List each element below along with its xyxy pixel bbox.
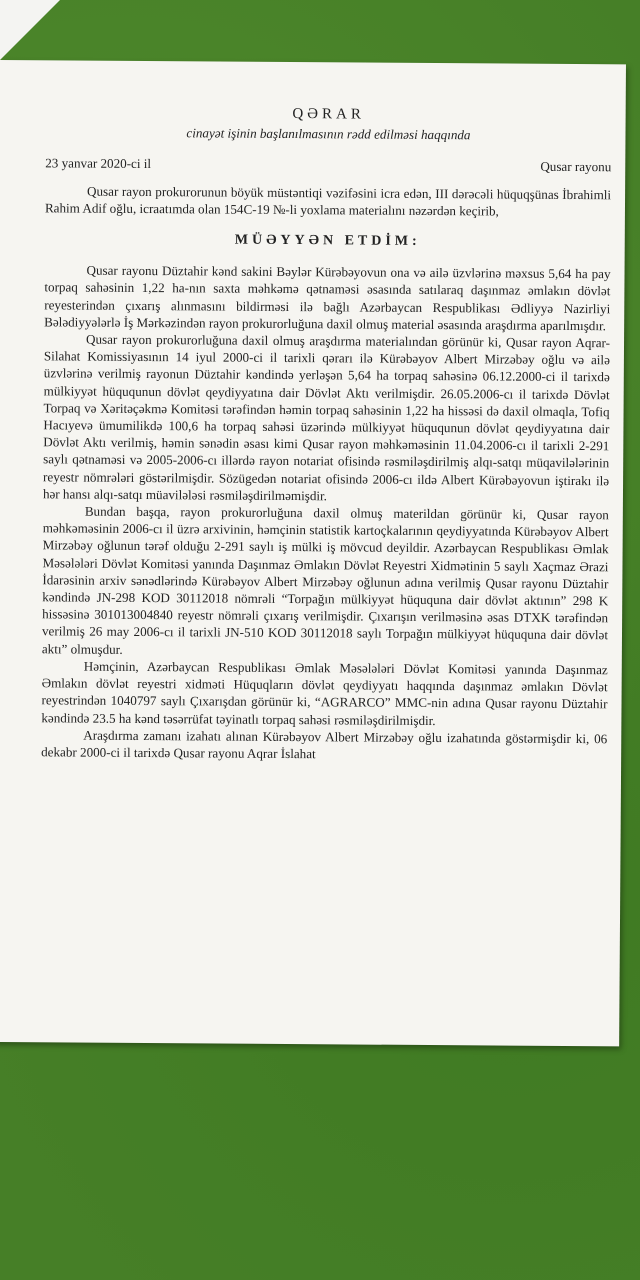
date-location-row — [45, 155, 611, 176]
paragraph-1: Qusar rayonu Düztahir kənd sakini Bəylər Kürəbəyovun ona və ailə üzvlərinə məxsus 5,64 ha pay torpaq sahəsinin 1,22 ha-nın saxta məhkəmə qətnaməsi əsasında satılaraq daşınmaz əmlakın dövlət reyesterindən çıxarış alınmasını bildirməsi ilə bağlı Azərbaycan Respublikası Ədliyyə Nazirliyi Bələdiyyələrlə İş Mərkəzindən rayon prokurorluğuna daxil olmuş material əsasında araşdırma aparılmışdır. — [44, 262, 611, 334]
background-paper-corner — [0, 0, 60, 60]
document-location: Qusar rayonu — [540, 159, 612, 175]
paragraph-5: Araşdırma zamanı izahatı alınan Kürəbəyov Albert Mirzəbəy oğlu izahatında göstərmişdir ki, 06 dekabr 2000-ci il tarixdə Qusar rayonu Aqrar İslahat — [41, 727, 608, 762]
intro-paragraph: Qusar rayon prokurorunun böyük müstəntiqi vəzifəsini icra edən, III dərəcəli hüquqşünas İbrahimli Rahim Adif oğlu, icraatımda olan 154C-19 №-li yoxlama materialını nəzərdən keçirib, — [44, 183, 612, 219]
section-heading: MÜƏYYƏN ETDİM: — [234, 232, 421, 249]
document-sheet — [0, 60, 626, 1046]
document-subtitle: cinayət işinin başlanılmasının rədd edilməsi haqqında — [186, 125, 471, 143]
paragraph-2: Qusar rayon prokurorluğuna daxil olmuş araşdırma materialından görünür ki, Qusar rayon Aqrar-Silahat Komissiyasının 14 iyul 2000-ci il tarixli qərarı ilə Kürəbəyov Albert Mirzəbəy oğlu və ailə üzvlərinə verilmiş rayonun Düztahir kəndində yerləşən 5,64 ha torpaq sahəsinə 06.12.2000-ci il tarixdə mülkiyyət hüququnun dövlət qeydiyyatına dair Dövlət Aktı verilmişdir. 26.05.2006-cı il tarixdə Dövlət Torpaq və Xəritəçəkmə Komitəsi tərəfindən həmin torpaq sahəsinin 1,22 ha hissəsi də daxil olmaqla, Tofiq Hacıyevə ümumilikdə 100,6 ha torpaq sahəsi üzərində mülkiyyət hüququnun dövlət qeydiyyatına dair Dövlət Aktı verilmiş, həmin sənədin əsası kimi Qusar rayon məhkəməsinin 11.04.2006-cı il tarixli 2-291 saylı qətnaməsi və 2005-2006-cı illərdə rayon notariat ofisində rəsmiləşdirilmiş alqı-satqı müqavilələrinin reyestr nömrələri göstərilmişdir. Sözügedən notariat ofisində 2006-cı ildə Albert Kürəbəyovun iştirakı ilə hər hansı alqı-satqı müavilələsi rəsmiləşdirilməmişdir. — [42, 331, 611, 504]
paragraph-4: Həmçinin, Azərbaycan Respublikası Əmlak Məsələləri Dövlət Komitəsi yanında Daşınmaz Əmlakın dövlət reyestri xidməti Hüquqların dövlət qeydiyyatı haqqında daşınmaz əmlakın Dövlət reyestrindən 1040797 saylı Çıxarışdan görünür ki, “AGRARCO” MMC-nin adına Qusar rayonu Düztahir kəndində 23.5 ha kənd təsərrüfat təyinatlı torpaq sahəsi rəsmiləşdirilmişdir. — [41, 658, 608, 728]
document-body — [41, 104, 612, 764]
paragraph-3: Bundan başqa, rayon prokurorluğuna daxil olmuş materildan görünür ki, Qusar rayon məhkəməsinin 2006-cı il üzrə arxivinin, həmçinin statistik kartoçkalarının qeydiyyatında Kürəbəyov Albert Mirzəbəy oğlunun tərəf olduğu 2-291 saylı iş mülki iş mövcud deyildir. Azərbaycan Respublikası Əmlak Məsələləri Dövlət Komitəsi yanında Daşınmaz Əmlakın Dövlət Reyestri Xidmətinin 5 saylı Xaçmaz Ərazi İdarəsinin arxiv sənədlərində Kürəbəyov Albert Mirzəbəy oğlunun adına verilmiş Qusar rayonu Düztahir kəndində JN-298 KOD 30112018 nömrəli “Torpağın mülkiyyət hüququna dair dövlət aktının” 298 K hissəsinə 301013004840 reyestr nömrəli çıxarış verilmişdir. Çıxarışın verilməsinə əsas DTXK tərəfindən verilmiş 26 may 2006-cı il tarixli JN-510 KOD 30112018 saylı Torpağın mülkiyyət hüququna dair dövlət aktı” olmuşdur. — [41, 503, 609, 657]
document-date: 23 yanvar 2020-ci il — [45, 155, 152, 172]
document-title: QƏRAR — [292, 106, 365, 123]
